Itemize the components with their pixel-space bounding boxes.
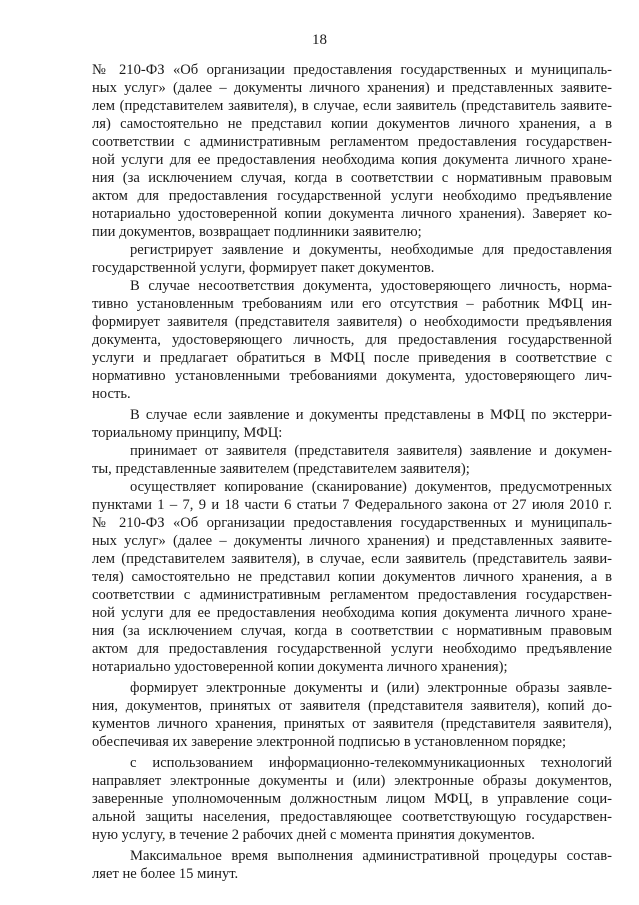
text-line: актом для предоставления государственной услуги необходимо предъявление <box>92 188 612 204</box>
text-line: нормативно установленными требованиями документа, удостоверяющего лич- <box>92 368 612 384</box>
text-line: В случае несоответствия документа, удостоверяющего личность, норма- <box>130 278 612 294</box>
text-line: нотариально удостоверенной копии документа личного хранения); <box>92 659 508 675</box>
text-line: государственной услуги, формирует пакет документов. <box>92 260 435 276</box>
text-line: теля) самостоятельно не представил копии документов личного хранения, а в <box>92 569 612 585</box>
text-line: ния (за исключением случая, когда в соответствии с нормативным правовым <box>92 623 612 639</box>
text-line: услуги и предлагает обратиться в МФЦ после приведения в соответствие с <box>92 350 612 366</box>
text-line: направляет электронные документы и (или) электронные образы документов, <box>92 773 612 789</box>
text-line: осуществляет копирование (сканирование) документов, предусмотренных <box>130 479 612 495</box>
text-line: ность. <box>92 386 131 402</box>
text-line: ториальному принципу, МФЦ: <box>92 425 283 441</box>
text-line: ных услуг» (далее – документы личного хранения) и представленных заявите- <box>92 533 612 549</box>
text-line: с использованием информационно-телекоммуникационных технологий <box>130 755 612 771</box>
text-line: обеспечивая их заверение электронной подписью в установленном порядке; <box>92 734 567 750</box>
page-number: 18 <box>312 32 327 48</box>
text-line: ния, документов, принятых от заявителя (представителя заявителя), копий до- <box>92 698 612 714</box>
text-line: актом для предоставления государственной услуги необходимо предъявление <box>92 641 612 657</box>
text-line: № 210-ФЗ «Об организации предоставления государственных и муниципаль- <box>92 62 612 78</box>
text-line: тивно установленным требованиям или его отсутствия – работник МФЦ ин- <box>92 296 612 312</box>
text-line: лем (представителем заявителя), в случае, если заявитель (представитель заяви- <box>92 551 612 567</box>
text-line: ных услуг» (далее – документы личного хранения) и представленных заявите- <box>92 80 612 96</box>
text-line: формирует электронные документы и (или) электронные образы заявле- <box>130 680 612 696</box>
text-line: нотариально удостоверенной копии документа личного хранения). Заверяет ко- <box>92 206 612 222</box>
text-line: Максимальное время выполнения административной процедуры состав- <box>130 848 612 864</box>
text-line: № 210-ФЗ «Об организации предоставления государственных и муниципаль- <box>92 515 612 531</box>
text-line: альной защиты населения, предоставляющее соответствующую государствен- <box>92 809 612 825</box>
text-line: соответствии с административным регламентом предоставления государствен- <box>92 587 612 603</box>
text-line: пии документов, возвращает подлинники заявителю; <box>92 224 422 240</box>
body-text <box>92 61 612 883</box>
text-line: ния (за исключением случая, когда в соответствии с нормативным правовым <box>92 170 612 186</box>
text-line: ты, представленные заявителем (представителем заявителя); <box>92 461 470 477</box>
text-line: ной услуги для ее предоставления необходима копия документа личного хране- <box>92 152 612 168</box>
text-line: ляет не более 15 минут. <box>92 866 239 882</box>
text-line: соответствии с административным регламентом предоставления государствен- <box>92 134 612 150</box>
text-line: ную услугу, в течение 2 рабочих дней с момента принятия документов. <box>92 827 535 843</box>
text-line: кументов личного хранения, принятых от заявителя (представителя заявителя), <box>92 716 612 732</box>
text-line: регистрирует заявление и документы, необходимые для предоставления <box>130 242 612 258</box>
text-line: пунктами 1 – 7, 9 и 18 части 6 статьи 7 Федерального закона от 27 июля 2010 г. <box>92 497 612 513</box>
text-line: принимает от заявителя (представителя заявителя) заявление и докумен- <box>130 443 612 459</box>
text-line: документа, удостоверяющего личность, для предоставления государственной <box>92 332 612 348</box>
text-line: В случае если заявление и документы представлены в МФЦ по экстерри- <box>130 407 612 423</box>
text-line: ной услуги для ее предоставления необходима копия документа личного хране- <box>92 605 612 621</box>
text-line: лем (представителем заявителя), в случае, если заявитель (представитель заявите- <box>92 98 612 114</box>
text-line: ля) самостоятельно не представил копии документов личного хранения, а в <box>92 116 612 132</box>
text-line: формирует заявителя (представителя заявителя) о необходимости предъявления <box>92 314 612 330</box>
text-line: заверенные уполномоченным должностным лицом МФЦ, в управление соци- <box>92 791 612 807</box>
